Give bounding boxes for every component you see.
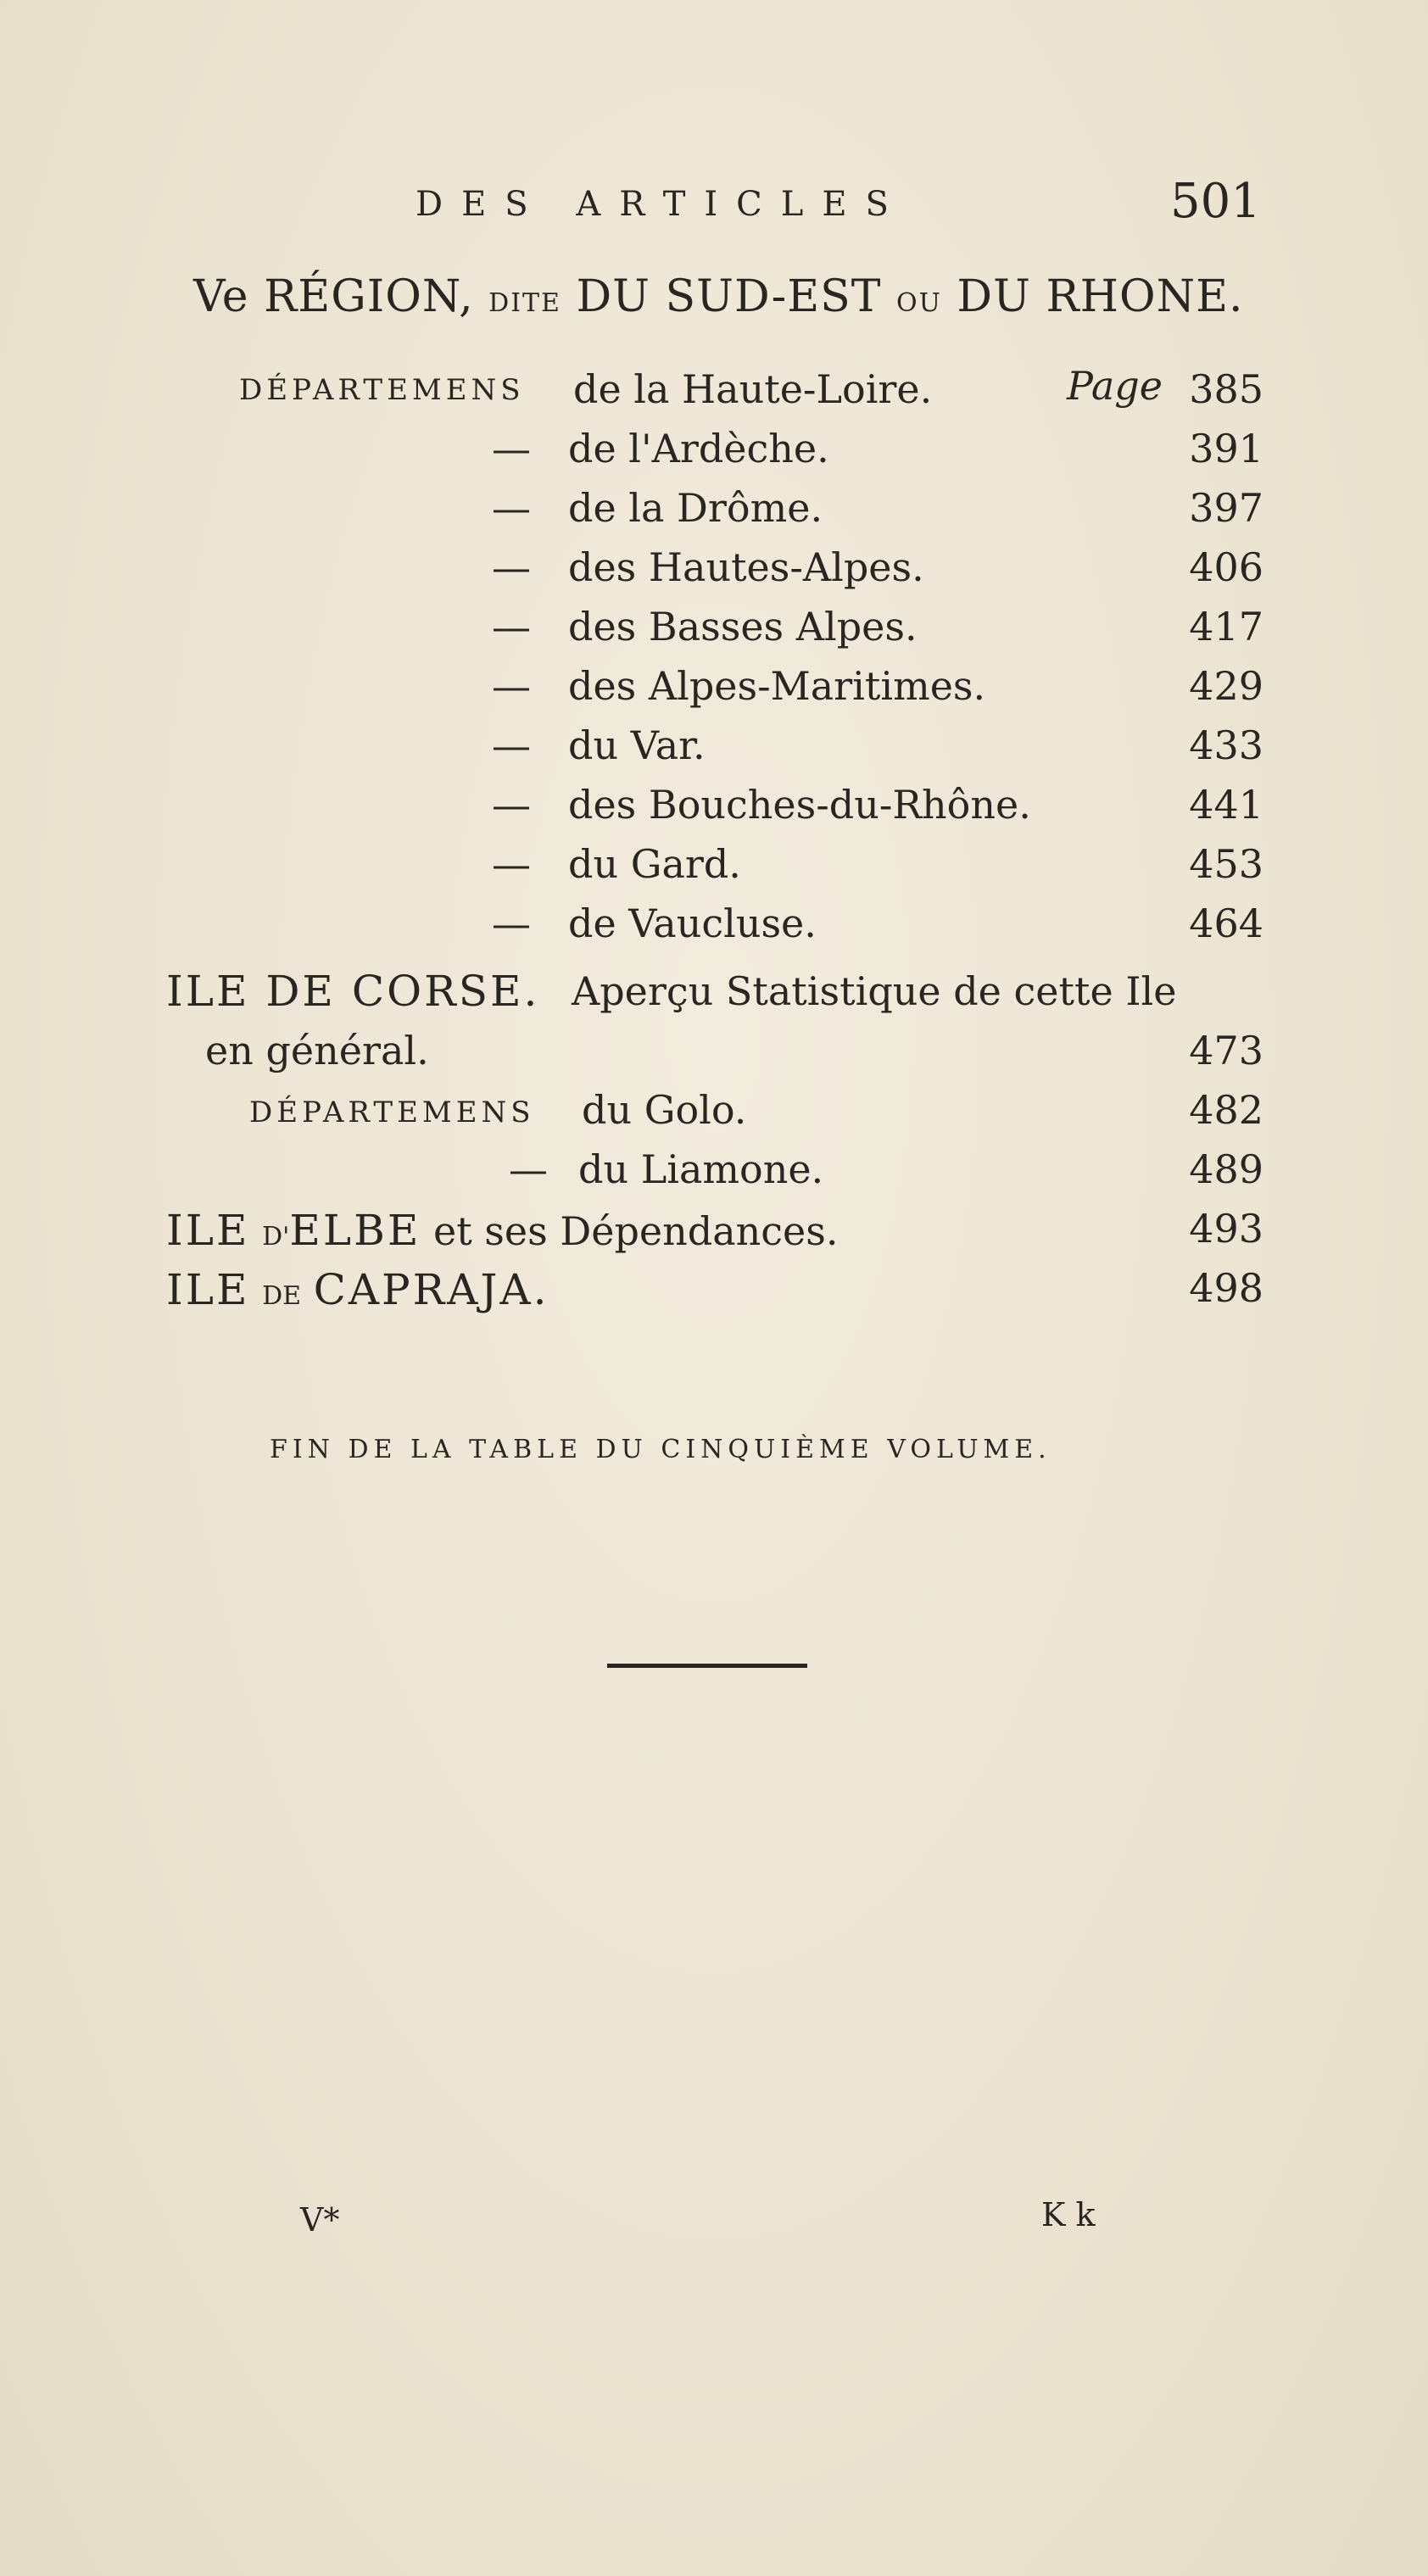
capraja-ile: ILE [166, 1265, 250, 1314]
region-title [193, 271, 1244, 322]
entry-page: 397 [1189, 485, 1263, 531]
entry-text: de Vaucluse. [568, 900, 817, 946]
region-title-end: DU RHONE. [957, 271, 1244, 322]
elbe-name: ELBE [289, 1206, 421, 1255]
entry-dash: — [492, 426, 531, 471]
entry-dash: — [492, 900, 531, 946]
entry-prefix: DÉPARTEMENS [239, 373, 525, 407]
entry-page: 385 [1189, 366, 1263, 412]
entry-page: 441 [1189, 782, 1263, 828]
signature-left: V* [300, 2201, 340, 2239]
entry-dash: — [492, 485, 531, 531]
corse-title: ILE DE CORSE. [166, 967, 540, 1016]
entry-prefix: DÉPARTEMENS [249, 1096, 535, 1129]
entry-text: du Liamone. [578, 1146, 824, 1192]
entry-text: des Alpes-Maritimes. [568, 663, 986, 709]
entry-dash: — [492, 544, 531, 590]
entry-page: 429 [1189, 663, 1263, 709]
entry-page: 453 [1189, 841, 1263, 887]
entry-page: 489 [1189, 1146, 1263, 1192]
entry-dash: — [492, 604, 531, 650]
elbe-d: D' [262, 1222, 290, 1252]
entry-text: du Golo. [582, 1087, 747, 1133]
page-number: 501 [1170, 174, 1261, 229]
running-head: DES ARTICLES [416, 185, 907, 224]
entry-dash: — [492, 722, 531, 768]
corse-cont: en général. [205, 1028, 429, 1073]
entry-page: 482 [1189, 1087, 1263, 1133]
entry-page: 406 [1189, 544, 1263, 590]
entry-page: 473 [1189, 1028, 1263, 1073]
region-title-ou: OU [896, 288, 942, 318]
entry-dash: — [492, 841, 531, 887]
elbe-rest: et ses Dépendances. [432, 1208, 839, 1254]
page-prefix: Page [1067, 363, 1163, 409]
region-title-rest: DU SUD-EST [576, 271, 882, 322]
entry-dash: — [492, 782, 531, 828]
entry-page: 493 [1189, 1206, 1263, 1252]
entry-text: des Bouches-du-Rhône. [568, 782, 1031, 828]
entry-page: 391 [1189, 426, 1263, 471]
entry-page: 417 [1189, 604, 1263, 650]
capraja-name: CAPRAJA. [313, 1265, 549, 1314]
region-title-main: Ve RÉGION, [193, 271, 474, 322]
end-note: FIN DE LA TABLE DU CINQUIÈME VOLUME. [270, 1435, 1051, 1464]
entry-text: de la Drôme. [568, 485, 823, 531]
capraja-de: DE [262, 1281, 302, 1311]
entry-page: 498 [1189, 1265, 1263, 1311]
entry-text: du Gard. [568, 841, 741, 887]
entry-page: 464 [1189, 900, 1263, 946]
capraja-entry [166, 1265, 549, 1314]
entry-dash: — [492, 663, 531, 709]
signature-right: K k [1041, 2196, 1096, 2233]
entry-text: des Hautes-Alpes. [568, 544, 924, 590]
elbe-ile: ILE [166, 1206, 250, 1255]
elbe-entry [166, 1206, 838, 1255]
entry-text: du Var. [568, 722, 706, 768]
entry-page: 433 [1189, 722, 1263, 768]
region-title-dite: DITE [488, 288, 561, 318]
entry-text: de la Haute-Loire. [573, 366, 933, 412]
entry-text: de l'Ardèche. [568, 426, 829, 471]
closing-rule [607, 1664, 807, 1668]
corse-text: Aperçu Statistique de cette Ile [572, 968, 1177, 1014]
entry-text: des Basses Alpes. [568, 604, 918, 650]
entry-dash: — [509, 1146, 548, 1192]
